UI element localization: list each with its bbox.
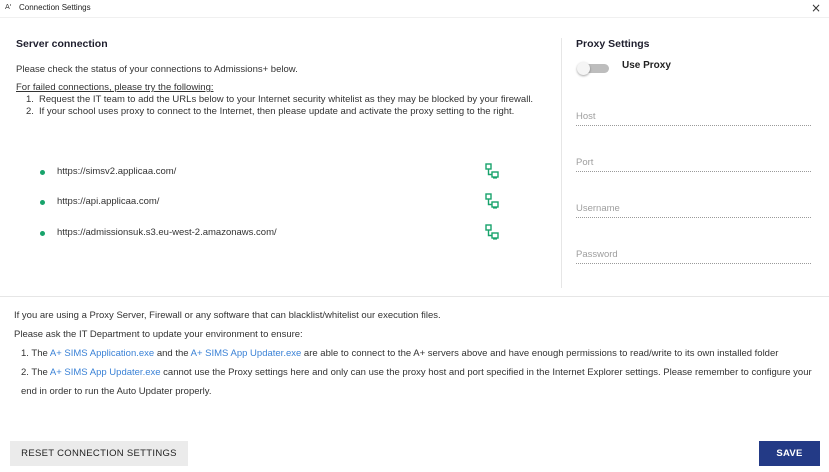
app-logo-icon: A' (5, 3, 12, 11)
section-divider (0, 296, 829, 297)
password-input[interactable] (576, 246, 811, 264)
notes-item-2: 2. The A+ SIMS App Updater.exe cannot use the Proxy settings here and only can use the proxy host and port specified in the Internet Explorer settings. Please remember to configure your end in order to run the Auto Updater properly. (21, 367, 812, 397)
username-input[interactable] (576, 200, 811, 218)
server-intro-text: Please check the status of your connections to Admissions+ below. (16, 64, 298, 75)
url-list-item (40, 227, 500, 241)
sims-updater-link[interactable]: A+ SIMS App Updater.exe (190, 348, 302, 359)
troubleshooting-step: 2. If your school uses proxy to connect to the Internet, then please update and activate the proxy setting to the right. (26, 106, 515, 117)
notes-line-1: If you are using a Proxy Server, Firewall or any software that can blacklist/whitelist our execution files. (14, 310, 441, 321)
environment-notes (14, 306, 819, 401)
use-proxy-label: Use Proxy (622, 60, 671, 71)
sims-updater-link[interactable]: A+ SIMS App Updater.exe (49, 367, 161, 378)
port-input[interactable] (576, 154, 811, 172)
use-proxy-toggle[interactable] (578, 62, 609, 74)
url-list-item (40, 166, 500, 180)
network-status-icon[interactable] (485, 224, 499, 240)
port-field (576, 152, 811, 172)
close-icon[interactable]: × (810, 1, 822, 15)
notes-line-2: Please ask the IT Department to update your environment to ensure: (14, 329, 303, 340)
save-button[interactable]: SAVE (759, 441, 820, 466)
troubleshooting-step: 1. Request the IT team to add the URLs below to your Internet security whitelist as they may be blocked by your firewall. (26, 94, 534, 105)
status-dot (40, 170, 45, 175)
notes-item-1: 1. The A+ SIMS Application.exe and the A+ SIMS App Updater.exe are able to connect to the A+ servers above and have enough permissions to read/write to its own installed folder (21, 348, 779, 359)
url-text: https://api.applicaa.com/ (57, 196, 160, 207)
network-status-icon[interactable] (485, 193, 499, 209)
window-title: Connection Settings (19, 3, 91, 12)
reset-connection-settings-button[interactable]: RESET CONNECTION SETTINGS (10, 441, 188, 466)
url-list-item (40, 196, 500, 210)
toggle-knob (577, 62, 590, 75)
password-field (576, 244, 811, 264)
url-text: https://admissionsuk.s3.eu-west-2.amazonaws.com/ (57, 227, 277, 238)
title-bar (0, 0, 829, 18)
failed-connections-heading: For failed connections, please try the following: (16, 82, 214, 93)
server-connection-title: Server connection (16, 38, 108, 50)
troubleshooting-steps (16, 94, 551, 118)
status-dot (40, 231, 45, 236)
proxy-settings-title: Proxy Settings (576, 38, 650, 50)
url-text: https://simsv2.applicaa.com/ (57, 166, 177, 177)
status-dot (40, 200, 45, 205)
sims-application-link[interactable]: A+ SIMS Application.exe (49, 348, 155, 359)
panel-divider (561, 38, 562, 288)
host-field (576, 106, 811, 126)
network-status-icon[interactable] (485, 163, 499, 179)
username-field (576, 198, 811, 218)
host-input[interactable] (576, 108, 811, 126)
